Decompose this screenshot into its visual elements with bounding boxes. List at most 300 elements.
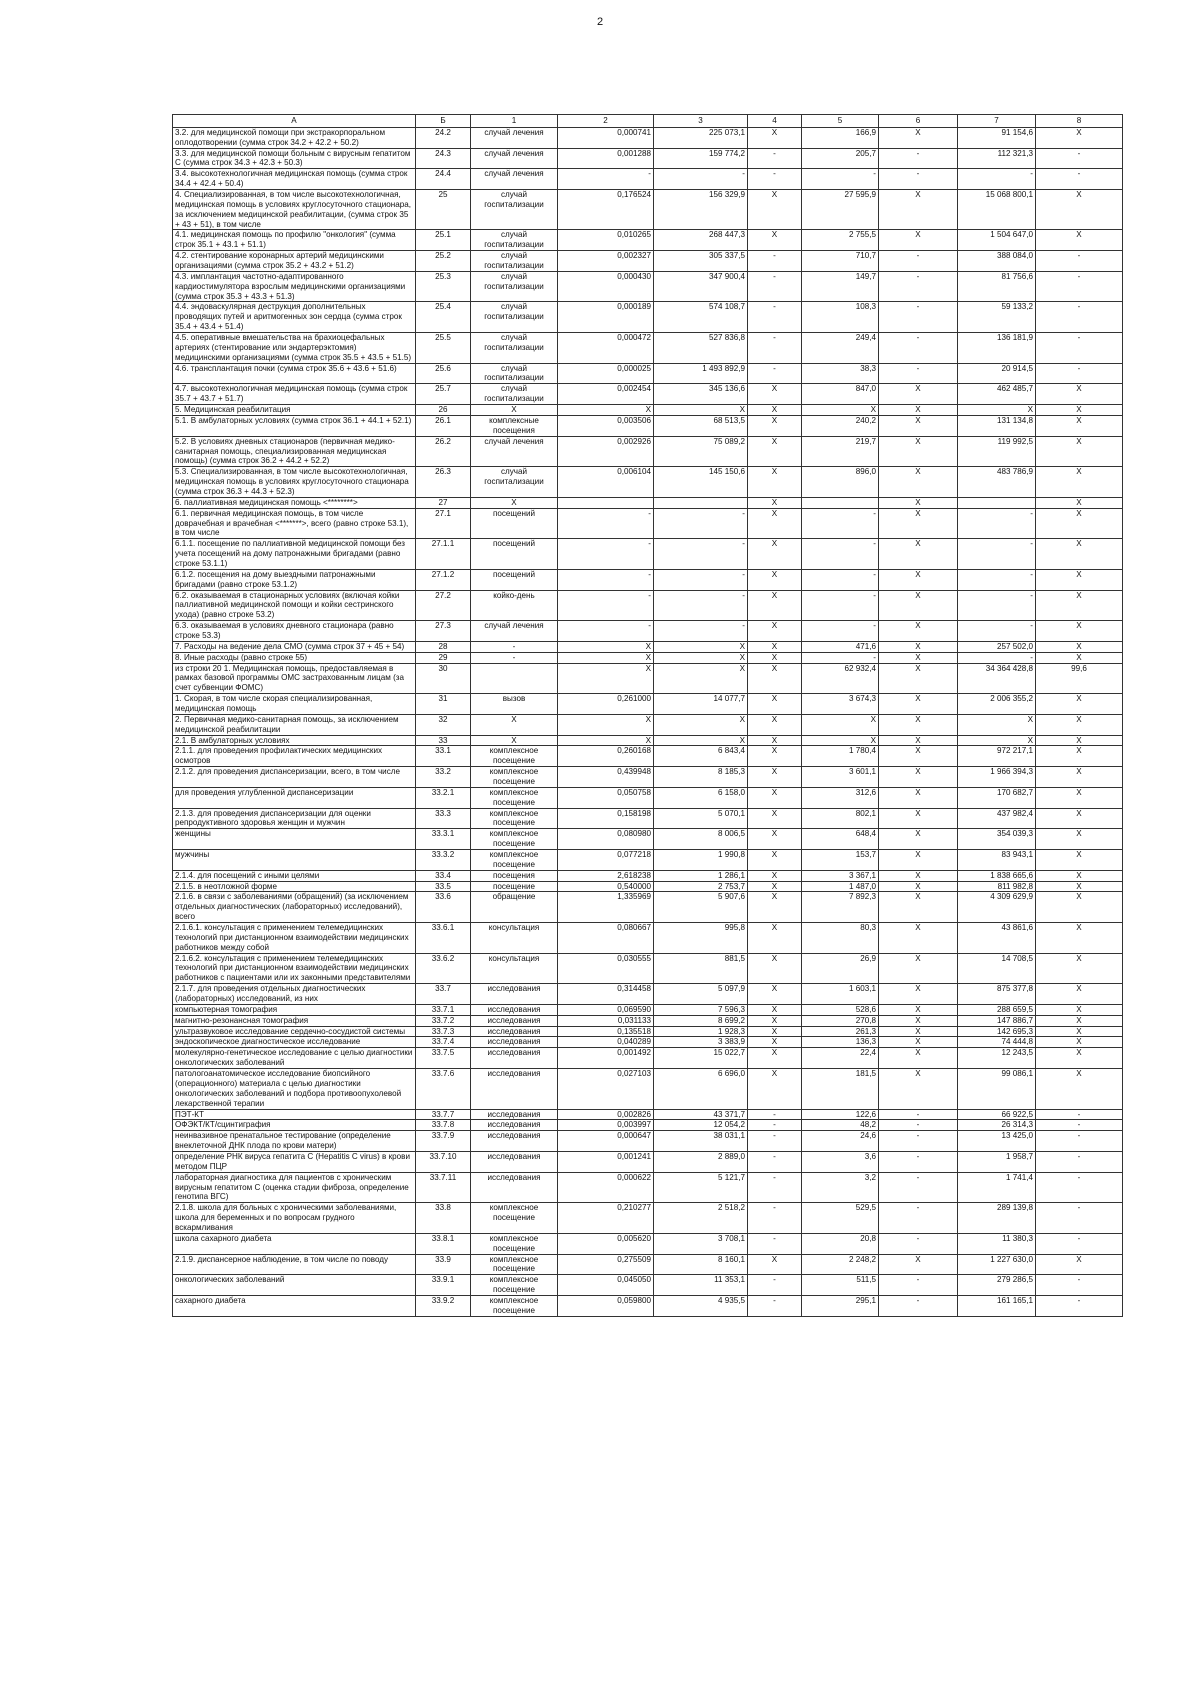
cell-col-1: случай госпитализации [471,384,558,405]
cell-col-8: X [1036,1015,1123,1026]
cell-col-2: 0,261000 [558,694,654,715]
cell-col-b: 25.5 [416,333,471,364]
cell-col-3: 2 753,7 [654,881,748,892]
cell-col-5: 1 780,4 [802,746,879,767]
cell-col-4: X [748,497,802,508]
cell-col-6: - [879,1295,958,1316]
cell-col-7: 34 364 428,8 [958,663,1036,694]
cell-col-1: комплексное посещение [471,1295,558,1316]
table-row [173,787,1123,808]
cell-col-1: комплексное посещение [471,1233,558,1254]
cell-col-4: - [748,1172,802,1203]
cell-col-3: X [654,405,748,416]
cell-col-7: 462 485,7 [958,384,1036,405]
cell-col-b: 26.3 [416,467,471,498]
cell-col-3: 527 836,8 [654,333,748,364]
cell-col-b: 27.1.1 [416,539,471,570]
cell-col-b: 33.3.2 [416,850,471,871]
cell-col-b: 32 [416,714,471,735]
cell-col-1: исследования [471,1015,558,1026]
cell-col-2: 0,045050 [558,1275,654,1296]
cell-col-2: 2,618238 [558,870,654,881]
header-col-2: 2 [558,115,654,128]
cell-col-4: X [748,746,802,767]
cell-col-3: 75 089,2 [654,436,748,467]
cell-col-6: X [879,621,958,642]
cell-col-7: 4 309 629,9 [958,892,1036,923]
cell-col-3: 995,8 [654,923,748,954]
cell-col-2: 0,080667 [558,923,654,954]
cell-col-2: 0,000472 [558,333,654,364]
cell-col-7: 288 659,5 [958,1004,1036,1015]
cell-col-7: X [958,735,1036,746]
cell-col-1: X [471,735,558,746]
cell-col-7: 1 966 394,3 [958,767,1036,788]
cell-col-7: - [958,569,1036,590]
cell-col-a: ПЭТ-КТ [173,1109,416,1120]
cell-col-1: исследования [471,1109,558,1120]
cell-col-4: X [748,436,802,467]
cell-col-2: 0,000025 [558,363,654,384]
cell-col-1: случай госпитализации [471,230,558,251]
cell-col-1: случай госпитализации [471,190,558,230]
table-row [173,251,1123,272]
cell-col-3: 3 708,1 [654,1233,748,1254]
cell-col-3: 1 990,8 [654,850,748,871]
cell-col-a: 2.1.6.1. консультация с применением телемедицинских технологий при дистанционном взаимодействии медицинских работников между собой [173,923,416,954]
cell-col-4: X [748,1048,802,1069]
cell-col-6: - [879,363,958,384]
cell-col-b: 33.7.6 [416,1069,471,1109]
cell-col-5: 648,4 [802,829,879,850]
cell-col-8: - [1036,251,1123,272]
cell-col-2: 0,000647 [558,1131,654,1152]
cell-col-4: X [748,870,802,881]
cell-col-8: - [1036,302,1123,333]
table-row [173,694,1123,715]
cell-col-a: 3.4. высокотехнологичная медицинская помощь (сумма строк 34.4 + 42.4 + 50.4) [173,169,416,190]
cell-col-8: - [1036,148,1123,169]
cell-col-5: - [802,539,879,570]
cell-col-b: 26.1 [416,415,471,436]
cell-col-a: 4. Специализированная, в том числе высокотехнологичная, медицинская помощь в условиях круглосуточного стационара, за исключением медицинской реабилитации, (сумма строк 35 + 43 + 51), в том числе [173,190,416,230]
cell-col-8: X [1036,953,1123,984]
cell-col-4: - [748,271,802,302]
cell-col-a: 2.1.6.2. консультация с применением телемедицинских технологий при дистанционном взаимодействии медицинских работников с пациентами или их законными представителями [173,953,416,984]
cell-col-4: X [748,714,802,735]
cell-col-1: исследования [471,1004,558,1015]
cell-col-5: 48,2 [802,1120,879,1131]
cell-col-6: - [879,1109,958,1120]
cell-col-a: 4.2. стентирование коронарных артерий медицинскими организациями (сумма строк 35.2 + 43.2 + 51.2) [173,251,416,272]
cell-col-a: 4.1. медицинская помощь по профилю "онкология" (сумма строк 35.1 + 43.1 + 51.1) [173,230,416,251]
cell-col-5: 2 248,2 [802,1254,879,1275]
cell-col-2: 0,002454 [558,384,654,405]
cell-col-4: - [748,148,802,169]
cell-col-7: 1 504 647,0 [958,230,1036,251]
cell-col-6: X [879,746,958,767]
cell-col-5: 270,8 [802,1015,879,1026]
cell-col-5: 7 892,3 [802,892,879,923]
cell-col-2: 0,260168 [558,746,654,767]
cell-col-1: посещение [471,881,558,892]
cell-col-5: 62 932,4 [802,663,879,694]
cell-col-1: комплексное посещение [471,808,558,829]
cell-col-6: X [879,539,958,570]
cell-col-1: исследования [471,1131,558,1152]
cell-col-2: 0,001241 [558,1151,654,1172]
cell-col-3: 6 843,4 [654,746,748,767]
cell-col-a: 4.3. имплантация частотно-адаптированного кардиостимулятора взрослым медицинскими организациями (сумма строк 35.3 + 43.3 + 51.3) [173,271,416,302]
cell-col-4: X [748,508,802,539]
cell-col-3: 159 774,2 [654,148,748,169]
cell-col-3: 268 447,3 [654,230,748,251]
cell-col-7: 1 838 665,6 [958,870,1036,881]
cell-col-2: - [558,508,654,539]
cell-col-3: 1 493 892,9 [654,363,748,384]
cell-col-8: X [1036,590,1123,621]
cell-col-b: 25 [416,190,471,230]
cell-col-2: 0,027103 [558,1069,654,1109]
cell-col-2: 0,158198 [558,808,654,829]
cell-col-6: X [879,808,958,829]
cell-col-1: комплексные посещения [471,415,558,436]
cell-col-1: комплексное посещение [471,787,558,808]
cell-col-3: - [654,621,748,642]
cell-col-b: 33.2 [416,767,471,788]
cell-col-5: 261,3 [802,1026,879,1037]
cell-col-b: 24.3 [416,148,471,169]
cell-col-6: X [879,384,958,405]
cell-col-b: 33.7 [416,984,471,1005]
table-row [173,127,1123,148]
cell-col-8: X [1036,467,1123,498]
cell-col-7: 136 181,9 [958,333,1036,364]
cell-col-5: - [802,590,879,621]
cell-col-a: 2.1.7. для проведения отдельных диагностических (лабораторных) исследований, из них [173,984,416,1005]
cell-col-3: 8 699,2 [654,1015,748,1026]
cell-col-4: X [748,984,802,1005]
cell-col-8: X [1036,1004,1123,1015]
cell-col-b: 33.9 [416,1254,471,1275]
cell-col-a: 4.5. оперативные вмешательства на брахиоцефальных артериях (стентирование или эндартерэктомия) медицинскими организациями (сумма строк 35.5 + 43.5 + 51.5) [173,333,416,364]
cell-col-7: 483 786,9 [958,467,1036,498]
cell-col-b: 29 [416,652,471,663]
cell-col-6: X [879,467,958,498]
cell-col-6: - [879,271,958,302]
cell-col-a: 6.2. оказываемая в стационарных условиях (включая койки паллиативной медицинской помощи и койки сестринского ухода) (равно строке 53.2) [173,590,416,621]
cell-col-5: 166,9 [802,127,879,148]
cell-col-1: комплексное посещение [471,1275,558,1296]
cell-col-8: X [1036,829,1123,850]
cell-col-a: женщины [173,829,416,850]
cell-col-6: X [879,870,958,881]
cell-col-7: 131 134,8 [958,415,1036,436]
cell-col-3: 15 022,7 [654,1048,748,1069]
cell-col-4: X [748,953,802,984]
cell-col-b: 33.7.2 [416,1015,471,1026]
cell-col-2: - [558,590,654,621]
cell-col-1: - [471,652,558,663]
cell-col-7: - [958,508,1036,539]
cell-col-b: 31 [416,694,471,715]
cell-col-2: 0,005620 [558,1233,654,1254]
cell-col-2: X [558,663,654,694]
table-row [173,415,1123,436]
cell-col-a: 5. Медицинская реабилитация [173,405,416,416]
cell-col-b: 25.3 [416,271,471,302]
cell-col-1: случай госпитализации [471,363,558,384]
cell-col-5: 312,6 [802,787,879,808]
cell-col-b: 33.8 [416,1203,471,1234]
cell-col-1: исследования [471,984,558,1005]
cell-col-5: - [802,169,879,190]
cell-col-8: X [1036,497,1123,508]
cell-col-8: X [1036,1069,1123,1109]
cell-col-1: исследования [471,1069,558,1109]
cell-col-6: X [879,1015,958,1026]
cell-col-8: X [1036,405,1123,416]
cell-col-7: 26 314,3 [958,1120,1036,1131]
cell-col-4: X [748,1004,802,1015]
table-row [173,881,1123,892]
cell-col-2: 0,077218 [558,850,654,871]
table-row [173,663,1123,694]
cell-col-3: 11 353,1 [654,1275,748,1296]
cell-col-4: X [748,405,802,416]
cell-col-5: 181,5 [802,1069,879,1109]
cell-col-a: 4.7. высокотехнологичная медицинская помощь (сумма строк 35.7 + 43.7 + 51.7) [173,384,416,405]
cell-col-3: - [654,169,748,190]
cell-col-7: 15 068 800,1 [958,190,1036,230]
cell-col-5: 240,2 [802,415,879,436]
cell-col-2: 1,335969 [558,892,654,923]
cell-col-6: X [879,436,958,467]
cell-col-3: 225 073,1 [654,127,748,148]
cell-col-5: 149,7 [802,271,879,302]
cell-col-4: X [748,539,802,570]
cell-col-6: - [879,1172,958,1203]
cell-col-6: - [879,1151,958,1172]
cell-col-5: 22,4 [802,1048,879,1069]
cell-col-8: X [1036,1026,1123,1037]
cell-col-4: X [748,923,802,954]
cell-col-4: X [748,850,802,871]
cell-col-8: X [1036,436,1123,467]
cell-col-4: - [748,1203,802,1234]
cell-col-5: 3 674,3 [802,694,879,715]
cell-col-3: 5 907,6 [654,892,748,923]
cell-col-5: 80,3 [802,923,879,954]
cell-col-7: 59 133,2 [958,302,1036,333]
cell-col-6: X [879,1037,958,1048]
cell-col-7: 11 380,3 [958,1233,1036,1254]
cell-col-b: 27.2 [416,590,471,621]
cell-col-3 [654,497,748,508]
cell-col-4: X [748,415,802,436]
table-row [173,436,1123,467]
cell-col-5: 20,8 [802,1233,879,1254]
table-row [173,590,1123,621]
cell-col-a: эндоскопическое диагностическое исследование [173,1037,416,1048]
cell-col-b: 33.6 [416,892,471,923]
cell-col-7: 811 982,8 [958,881,1036,892]
cell-col-2: 0,050758 [558,787,654,808]
table-row [173,652,1123,663]
cell-col-7: 20 914,5 [958,363,1036,384]
cell-col-5: 1 487,0 [802,881,879,892]
cell-col-3: 38 031,1 [654,1131,748,1152]
cell-col-3: X [654,641,748,652]
cell-col-1: исследования [471,1151,558,1172]
cell-col-2: 0,003506 [558,415,654,436]
cell-col-4: X [748,641,802,652]
table-row [173,808,1123,829]
table-row [173,735,1123,746]
cell-col-4: - [748,1120,802,1131]
cell-col-1: посещений [471,539,558,570]
cell-col-6: X [879,953,958,984]
cell-col-5: 529,5 [802,1203,879,1234]
cell-col-5: 205,7 [802,148,879,169]
cell-col-1: исследования [471,1037,558,1048]
table-row [173,870,1123,881]
header-col-a: А [173,115,416,128]
cell-col-2: 0,210277 [558,1203,654,1234]
cell-col-a: 2. Первичная медико-санитарная помощь, за исключением медицинской реабилитации [173,714,416,735]
cell-col-1: случай лечения [471,436,558,467]
cell-col-8: X [1036,1048,1123,1069]
cell-col-6: X [879,984,958,1005]
cell-col-4: X [748,569,802,590]
cell-col-2: 0,006104 [558,467,654,498]
cell-col-3: X [654,735,748,746]
table-row [173,169,1123,190]
cell-col-5: - [802,652,879,663]
cell-col-1: X [471,714,558,735]
cell-col-b: 33.7.8 [416,1120,471,1131]
cell-col-5: 3 601,1 [802,767,879,788]
cell-col-1: посещений [471,569,558,590]
cell-col-6: X [879,892,958,923]
cell-col-5: 710,7 [802,251,879,272]
cell-col-8: X [1036,808,1123,829]
cell-col-b: 33.7.9 [416,1131,471,1152]
cell-col-a: 2.1.8. школа для больных с хроническими заболеваниями, школа для беременных и по вопросам грудного вскармливания [173,1203,416,1234]
cell-col-2: X [558,652,654,663]
cell-col-a: 5.2. В условиях дневных стационаров (первичная медико-санитарная помощь, специализированная медицинская помощь) (сумма строк 36.2 + 44.2 + 52.2) [173,436,416,467]
cell-col-a: компьютерная томография [173,1004,416,1015]
table-row [173,333,1123,364]
table-row [173,508,1123,539]
cell-col-6: - [879,302,958,333]
cell-col-a: 5.1. В амбулаторных условиях (сумма строк 36.1 + 44.1 + 52.1) [173,415,416,436]
cell-col-7: X [958,405,1036,416]
cell-col-8: X [1036,870,1123,881]
cell-col-a: 6.3. оказываемая в условиях дневного стационара (равно строке 53.3) [173,621,416,642]
cell-col-3: X [654,714,748,735]
cell-col-8: X [1036,190,1123,230]
cell-col-7: 43 861,6 [958,923,1036,954]
cell-col-b: 26.2 [416,436,471,467]
cell-col-2: - [558,169,654,190]
cell-col-6: X [879,714,958,735]
cell-col-6: X [879,641,958,652]
cell-col-2: X [558,641,654,652]
header-col-6: 6 [879,115,958,128]
cell-col-7: 142 695,3 [958,1026,1036,1037]
cell-col-8: - [1036,1109,1123,1120]
cell-col-5: X [802,405,879,416]
cell-col-b: 27 [416,497,471,508]
cell-col-2: 0,176524 [558,190,654,230]
cell-col-1: случай госпитализации [471,251,558,272]
cell-col-6: X [879,1048,958,1069]
cell-col-a: 6.1. первичная медицинская помощь, в том числе доврачебная и врачебная <*******>, всего (равно строке 53.1), в том числе [173,508,416,539]
cell-col-6: X [879,590,958,621]
cell-col-8: X [1036,714,1123,735]
cell-col-2: 0,010265 [558,230,654,251]
cell-col-2: 0,000741 [558,127,654,148]
cell-col-3: 6 158,0 [654,787,748,808]
cell-col-4: - [748,333,802,364]
cell-col-b: 33.7.1 [416,1004,471,1015]
cell-col-4: X [748,1254,802,1275]
cell-col-7: - [958,539,1036,570]
cell-col-6: - [879,333,958,364]
header-col-b: Б [416,115,471,128]
cell-col-8: X [1036,735,1123,746]
cell-col-8: - [1036,1120,1123,1131]
cell-col-6: X [879,127,958,148]
cell-col-5: 847,0 [802,384,879,405]
cell-col-b: 24.2 [416,127,471,148]
cell-col-8: - [1036,1131,1123,1152]
cell-col-2: 0,059800 [558,1295,654,1316]
table-row [173,497,1123,508]
cell-col-2: 0,275509 [558,1254,654,1275]
cell-col-7: 257 502,0 [958,641,1036,652]
cell-col-5: 38,3 [802,363,879,384]
cell-col-6: X [879,829,958,850]
cell-col-3: 1 928,3 [654,1026,748,1037]
cell-col-b: 33.3.1 [416,829,471,850]
cell-col-8: 99,6 [1036,663,1123,694]
table-row [173,1203,1123,1234]
cell-col-5: 528,6 [802,1004,879,1015]
cell-col-8: X [1036,923,1123,954]
cell-col-3: 574 108,7 [654,302,748,333]
cell-col-5: 3,2 [802,1172,879,1203]
cell-col-1: вызов [471,694,558,715]
cell-col-b: 26 [416,405,471,416]
table-header-row [173,115,1123,128]
cell-col-5: X [802,714,879,735]
cell-col-7: 1 958,7 [958,1151,1036,1172]
cell-col-2: 0,031133 [558,1015,654,1026]
table-row [173,767,1123,788]
cell-col-7: 12 243,5 [958,1048,1036,1069]
cell-col-4: X [748,1037,802,1048]
cell-col-4: X [748,808,802,829]
page-number: 2 [596,16,604,28]
table-row [173,230,1123,251]
cell-col-8: X [1036,767,1123,788]
cell-col-4: X [748,663,802,694]
cell-col-a: мужчины [173,850,416,871]
cell-col-6: X [879,787,958,808]
cell-col-6: - [879,1120,958,1131]
